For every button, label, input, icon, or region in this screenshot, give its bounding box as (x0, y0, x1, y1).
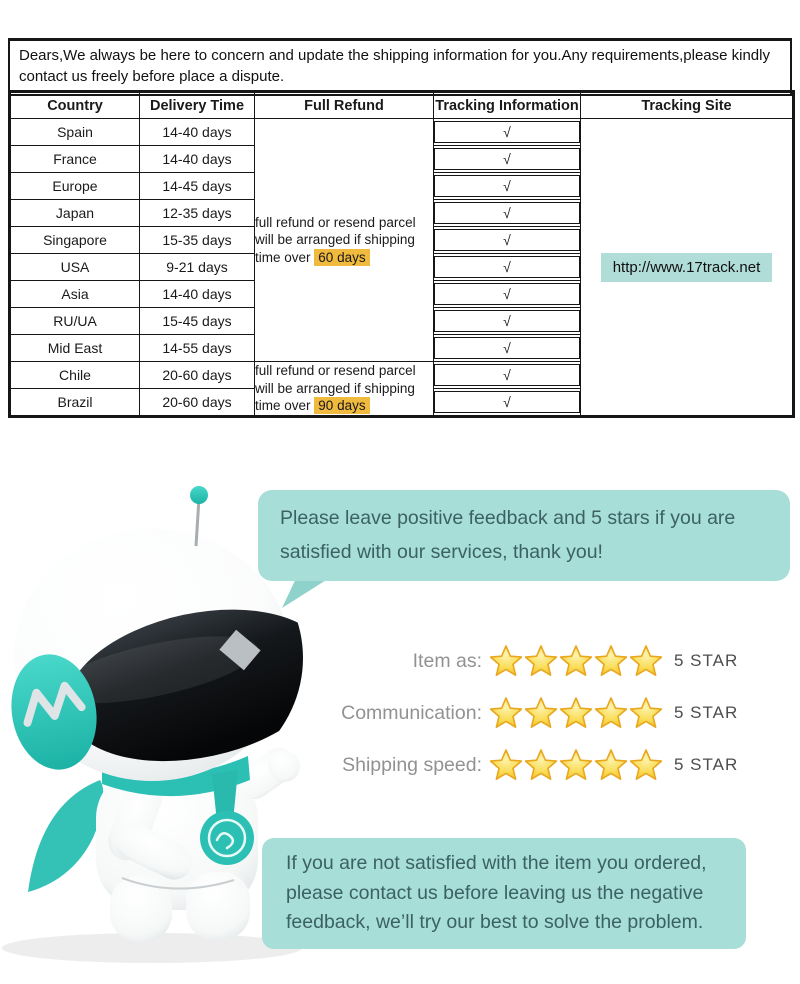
table-row (10, 119, 794, 146)
tracking-cell (434, 173, 581, 200)
checkmark-icon: √ (434, 175, 580, 197)
robot-right-leg (186, 872, 250, 940)
rating-row-item-as (330, 641, 738, 681)
notice-text: Dears,We always be here to concern and update the shipping information for you.Any requirements,please kindly contact us freely before place a dispute. (19, 47, 770, 86)
country-cell: Mid East (10, 335, 140, 362)
country-cell: Europe (10, 173, 140, 200)
star-icon (629, 696, 663, 730)
delivery-cell: 15-35 days (140, 227, 255, 254)
robot-left-leg (110, 876, 172, 942)
delivery-cell: 20-60 days (140, 362, 255, 389)
tracking-cell (434, 281, 581, 308)
delivery-cell: 14-40 days (140, 146, 255, 173)
robot-right-hand (268, 750, 300, 782)
highlight-60-days: 60 days (314, 249, 369, 266)
star-icon (489, 696, 523, 730)
checkmark-icon: √ (434, 391, 580, 413)
star-icon (594, 644, 628, 678)
refund-policy-cell (255, 119, 434, 362)
column-header-full-refund: Full Refund (255, 92, 434, 119)
star-icon (559, 644, 593, 678)
tracking-cell (434, 362, 581, 389)
delivery-cell: 14-55 days (140, 335, 255, 362)
star-icon (559, 748, 593, 782)
checkmark-icon: √ (434, 202, 580, 224)
checkmark-icon: √ (434, 256, 580, 278)
checkmark-icon: √ (434, 229, 580, 251)
rating-label: Shipping speed: (342, 753, 482, 776)
checkmark-icon: √ (434, 337, 580, 359)
star-count-label: 5 STAR (674, 703, 739, 722)
refund-policy-text: full refund or resend parcel will be arranged if shipping time over (255, 363, 416, 414)
robot-scarf-tail (28, 780, 103, 892)
tracking-cell (434, 227, 581, 254)
column-header-delivery-time: Delivery Time (140, 92, 255, 119)
star-icon (489, 748, 523, 782)
bubble-line: Please leave positive feedback and 5 stars if you are (280, 507, 736, 529)
column-header-tracking-site: Tracking Site (581, 92, 794, 119)
star-icon (524, 644, 558, 678)
star-icon (524, 748, 558, 782)
column-header-tracking-information: Tracking Information (434, 92, 581, 119)
bubble-line: satisfied with our services, thank you! (280, 540, 603, 563)
country-cell: USA (10, 254, 140, 281)
delivery-cell: 14-40 days (140, 281, 255, 308)
checkmark-icon: √ (434, 283, 580, 305)
shipping-table (8, 90, 795, 418)
rating-label: Item as: (412, 649, 482, 672)
star-rating (489, 748, 664, 782)
star-rating (489, 644, 664, 678)
star-icon (594, 696, 628, 730)
star-icon (629, 644, 663, 678)
tracking-site-cell (581, 119, 794, 417)
bubble-line: If you are not satisfied with the item you ordered, (286, 852, 707, 874)
star-icon (489, 644, 523, 678)
rating-label: Communication: (341, 701, 482, 724)
country-cell: Brazil (10, 389, 140, 417)
column-header-country: Country (10, 92, 140, 119)
refund-policy-cell (255, 362, 434, 417)
tracking-cell (434, 254, 581, 281)
delivery-cell: 14-40 days (140, 119, 255, 146)
star-rating (489, 696, 664, 730)
star-count-label: 5 STAR (674, 651, 739, 670)
bubble-line: please contact us before leaving us the negative (286, 881, 704, 904)
delivery-cell: 14-45 days (140, 173, 255, 200)
country-cell: Spain (10, 119, 140, 146)
delivery-cell: 12-35 days (140, 200, 255, 227)
tracking-cell (434, 335, 581, 362)
star-icon (559, 696, 593, 730)
tracking-cell (434, 146, 581, 173)
speech-bubble-top (258, 490, 790, 581)
table-header-row (10, 92, 794, 119)
star-icon (594, 748, 628, 782)
country-cell: Chile (10, 362, 140, 389)
speech-bubble-bottom (262, 838, 746, 949)
delivery-cell: 15-45 days (140, 308, 255, 335)
country-cell: RU/UA (10, 308, 140, 335)
rating-row-shipping-speed (330, 745, 738, 785)
star-icon (524, 696, 558, 730)
country-cell: Japan (10, 200, 140, 227)
highlight-90-days: 90 days (314, 397, 369, 414)
tracking-cell (434, 119, 581, 146)
rating-row-communication (330, 693, 738, 733)
refund-policy-text: full refund or resend parcel will be arranged if shipping time over (255, 214, 416, 265)
tracking-cell (434, 389, 581, 417)
bubble-line: feedback, we’ll try our best to solve the problem. (286, 911, 704, 934)
star-count-label: 5 STAR (674, 755, 739, 774)
tracking-cell (434, 200, 581, 227)
tracking-site-url[interactable]: http://www.17track.net (601, 253, 773, 282)
robot-antenna-ball (190, 486, 208, 504)
country-cell: France (10, 146, 140, 173)
star-icon (629, 748, 663, 782)
checkmark-icon: √ (434, 148, 580, 170)
delivery-cell: 9-21 days (140, 254, 255, 281)
checkmark-icon: √ (434, 121, 580, 143)
country-cell: Singapore (10, 227, 140, 254)
checkmark-icon: √ (434, 310, 580, 332)
notice-box (8, 38, 792, 96)
tracking-cell (434, 308, 581, 335)
checkmark-icon: √ (434, 364, 580, 386)
delivery-cell: 20-60 days (140, 389, 255, 417)
country-cell: Asia (10, 281, 140, 308)
